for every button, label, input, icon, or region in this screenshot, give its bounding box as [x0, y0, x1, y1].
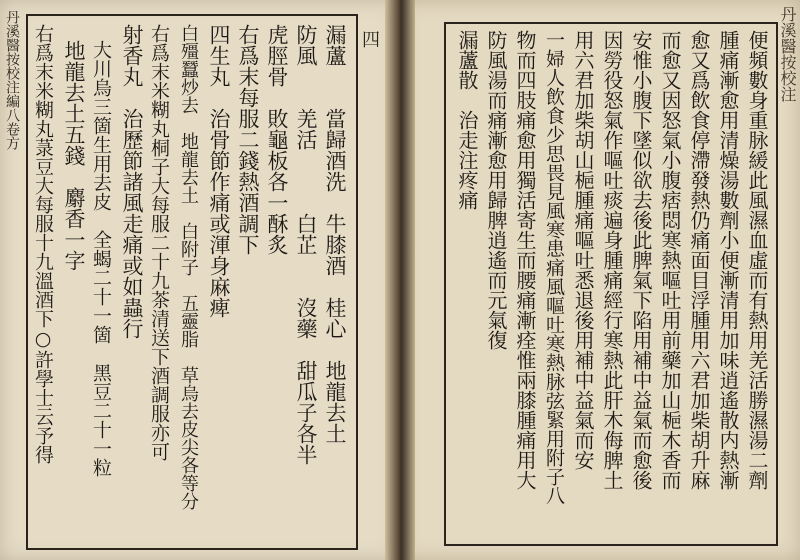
left-column-1: 漏蘆 當歸酒洗 牛膝酒 桂心 地龍去土	[323, 24, 347, 444]
left-column-6: 白殭蠶炒去 地龍去土 白附子 五靈脂 草烏去皮尖各等分	[178, 24, 199, 510]
left-fold-number: 四	[359, 30, 380, 48]
left-column-5: 四生丸 治骨節作痛或渾身麻痺	[207, 24, 231, 318]
right-column-4: 而愈又因怒氣小腹痞悶寒熱嘔吐用前藥加山梔木香而	[658, 30, 682, 490]
right-column-2: 腫痛漸愈用清燥湯數劑小便漸清用加味逍遙散内熱漸	[716, 30, 740, 490]
right-margin-title: 丹溪醫按校注	[778, 6, 797, 102]
right-column-3: 愈又爲飲食停滯發熱仍痛面目浮腫用六君加柴胡升麻	[687, 30, 711, 490]
left-column-10: 地龍去土五錢 麝香一字	[62, 40, 86, 271]
book-gutter	[385, 0, 415, 560]
left-margin-title: 丹溪醫按校注編八卷方	[4, 10, 20, 150]
right-column-11: 漏蘆散 治走注疼痛	[455, 30, 479, 210]
right-column-9: 物而四肢痛愈用獨活寄生而腰痛漸痊惟兩膝腫痛用大	[513, 30, 537, 490]
left-column-2: 防風 羌活 白芷 沒藥 甜瓜子各半	[294, 24, 318, 465]
left-column-4: 右爲末每服二錢熱酒調下	[236, 24, 260, 255]
right-column-10: 防風湯而痛漸愈用歸脾逍遙而元氣復	[484, 30, 508, 350]
right-column-1: 便頻數身重脉緩此風濕血虛而有熱用羌活勝濕湯二劑	[745, 30, 769, 490]
left-column-7: 右爲末米糊丸桐子大每服二十九茶清送下酒調服亦可	[148, 24, 170, 461]
right-column-8: 一婦人飲食少思畏見風寒患痛風嘔吐寒熱脉弦緊用附子八	[543, 30, 565, 505]
right-column-5: 安惟小腹下墜似欲去後此脾氣下陷用補中益氣而愈後	[629, 30, 653, 490]
left-column-9: 大川烏三箇生用去皮 全蝎二十一箇 黑豆二十一粒	[90, 40, 112, 477]
left-column-8: 射香丸 治歷節諸風走痛或如蟲行	[120, 24, 144, 339]
right-column-7: 用六君加柴胡山梔腫痛嘔吐悉退後用補中益氣而安	[571, 30, 595, 470]
left-column-3: 虎脛骨 敗龜板各一酥炙	[265, 24, 289, 255]
right-column-6: 因勞役怒氣作嘔吐痰遍身腫痛經行寒熱此肝木侮脾土	[600, 30, 624, 490]
left-column-11: 右爲末米糊丸菉豆大每服十九溫酒下○許學士云予得	[32, 24, 54, 464]
